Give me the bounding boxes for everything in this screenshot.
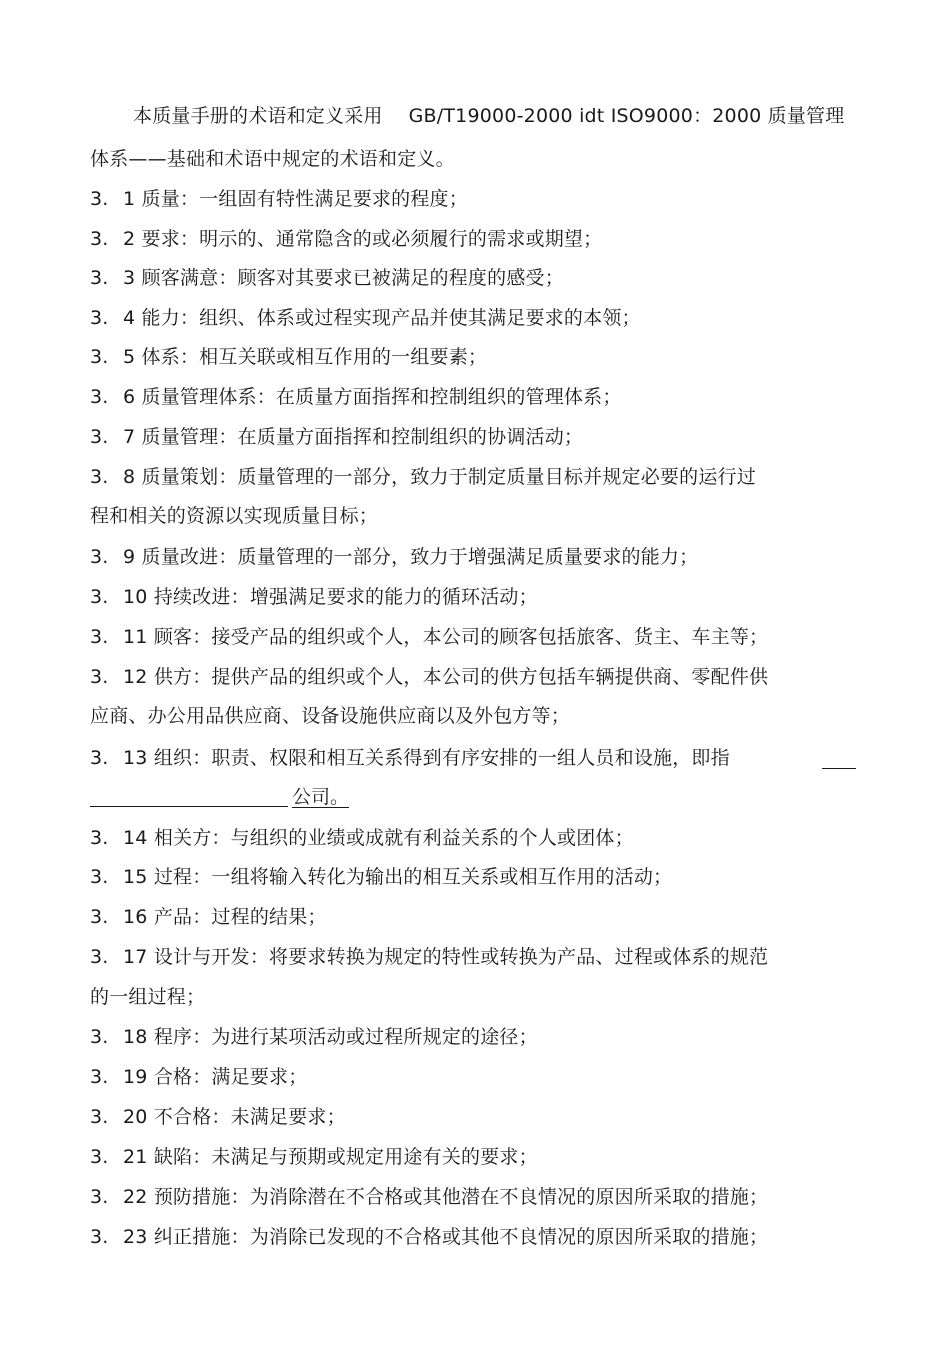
item-number: 3. (90, 586, 109, 608)
item-text: 19 合格：满足要求； (123, 1066, 308, 1088)
definition-3-9 (90, 544, 698, 570)
definition-3-16 (90, 904, 327, 930)
item-text: 15 过程：一组将输入转化为输出的相互关系或相互作用的活动； (123, 866, 673, 888)
definition-3-13 (90, 745, 730, 771)
definition-3-8-continued: 程和相关的资源以实现质量目标； (90, 505, 379, 527)
item-text: 9 质量改进：质量管理的一部分，致力于增强满足质量要求的能力； (123, 546, 699, 568)
item-text: 11 顾客：接受产品的组织或个人，本公司的顾客包括旅客、货主、车主等； (123, 626, 769, 648)
item-number: 3. (90, 1146, 109, 1168)
definition-3-10 (90, 584, 538, 610)
item-text: 12 供方：提供产品的组织或个人，本公司的供方包括车辆提供商、零配件供 (123, 666, 769, 688)
item-number: 3. (90, 228, 109, 250)
item-text: 16 产品：过程的结果； (123, 906, 327, 928)
item-text: 10 持续改进：增强满足要求的能力的循环活动； (123, 586, 538, 608)
fill-in-blank-line (90, 806, 288, 807)
intro-line-1 (133, 103, 844, 129)
definition-3-2 (90, 226, 602, 252)
fill-in-blank-line (822, 768, 856, 769)
definition-3-22 (90, 1184, 768, 1210)
item-number: 3. (90, 386, 109, 408)
definition-3-11 (90, 624, 768, 650)
definition-3-17-continued: 的一组过程； (90, 986, 206, 1008)
item-number: 3. (90, 307, 109, 329)
item-text: 7 质量管理：在质量方面指挥和控制组织的协调活动； (123, 426, 584, 448)
item-text: 6 质量管理体系：在质量方面指挥和控制组织的管理体系； (123, 386, 622, 408)
item-number: 3. (90, 1226, 109, 1248)
item-number: 3. (90, 1106, 109, 1128)
item-text: 14 相关方：与组织的业绩或成就有利益关系的个人或团体； (123, 827, 634, 849)
definition-3-20 (90, 1104, 346, 1130)
definition-3-7 (90, 424, 583, 450)
item-number: 3. (90, 546, 109, 568)
definition-3-17 (90, 944, 768, 970)
item-text: 17 设计与开发：将要求转换为规定的特性或转换为产品、过程或体系的规范 (123, 946, 769, 968)
item-number: 3. (90, 426, 109, 448)
item-text: 23 纠正措施：为消除已发现的不合格或其他不良情况的原因所采取的措施； (123, 1226, 769, 1248)
definition-3-3 (90, 265, 564, 291)
definition-3-4 (90, 305, 641, 331)
item-number: 3. (90, 188, 109, 210)
item-number: 3. (90, 267, 109, 289)
definition-3-21 (90, 1144, 538, 1170)
definition-3-12-continued: 应商、办公用品供应商、设备设施供应商以及外包方等； (90, 705, 571, 727)
item-text: 8 质量策划：质量管理的一部分，致力于制定质量目标并规定必要的运行过 (123, 466, 756, 488)
item-number: 3. (90, 946, 109, 968)
definition-3-12 (90, 664, 768, 690)
item-text: 18 程序：为进行某项活动或过程所规定的途径； (123, 1026, 538, 1048)
item-number: 3. (90, 747, 109, 769)
item-number: 3. (90, 1066, 109, 1088)
definition-3-13-continued: 公司。 (292, 786, 350, 808)
item-text: 22 预防措施：为消除潜在不合格或其他潜在不良情况的原因所采取的措施； (123, 1186, 769, 1208)
definition-3-8 (90, 464, 756, 490)
item-text: 21 缺陷：未满足与预期或规定用途有关的要求； (123, 1146, 538, 1168)
item-number: 3. (90, 346, 109, 368)
item-number: 3. (90, 906, 109, 928)
definition-3-5 (90, 344, 487, 370)
item-text: 1 质量：一组固有特性满足要求的程度； (123, 188, 468, 210)
definition-3-18 (90, 1024, 538, 1050)
item-number: 3. (90, 866, 109, 888)
item-number: 3. (90, 466, 109, 488)
item-number: 3. (90, 1026, 109, 1048)
item-text: 5 体系：相互关联或相互作用的一组要素； (123, 346, 488, 368)
definition-3-23 (90, 1224, 768, 1250)
intro-text-b: GB/T19000-2000 idt ISO9000：2000 质量管理 (408, 105, 845, 127)
item-number: 3. (90, 666, 109, 688)
item-number: 3. (90, 1186, 109, 1208)
item-text: 20 不合格：未满足要求； (123, 1106, 346, 1128)
item-text: 3 顾客满意：顾客对其要求已被满足的程度的感受； (123, 267, 564, 289)
intro-line-2: 体系——基础和术语中规定的术语和定义。 (90, 148, 455, 170)
intro-text-a: 本质量手册的术语和定义采用 (133, 105, 383, 127)
item-text: 2 要求：明示的、通常隐含的或必须履行的需求或期望； (123, 228, 603, 250)
definition-3-19 (90, 1064, 307, 1090)
item-number: 3. (90, 626, 109, 648)
definition-3-1 (90, 186, 468, 212)
item-text: 13 组织：职责、权限和相互关系得到有序安排的一组人员和设施，即指 (123, 747, 730, 769)
item-number: 3. (90, 827, 109, 849)
definition-3-14 (90, 825, 634, 851)
definition-3-6 (90, 384, 622, 410)
definition-3-15 (90, 864, 672, 890)
item-text: 4 能力：组织、体系或过程实现产品并使其满足要求的本领； (123, 307, 641, 329)
